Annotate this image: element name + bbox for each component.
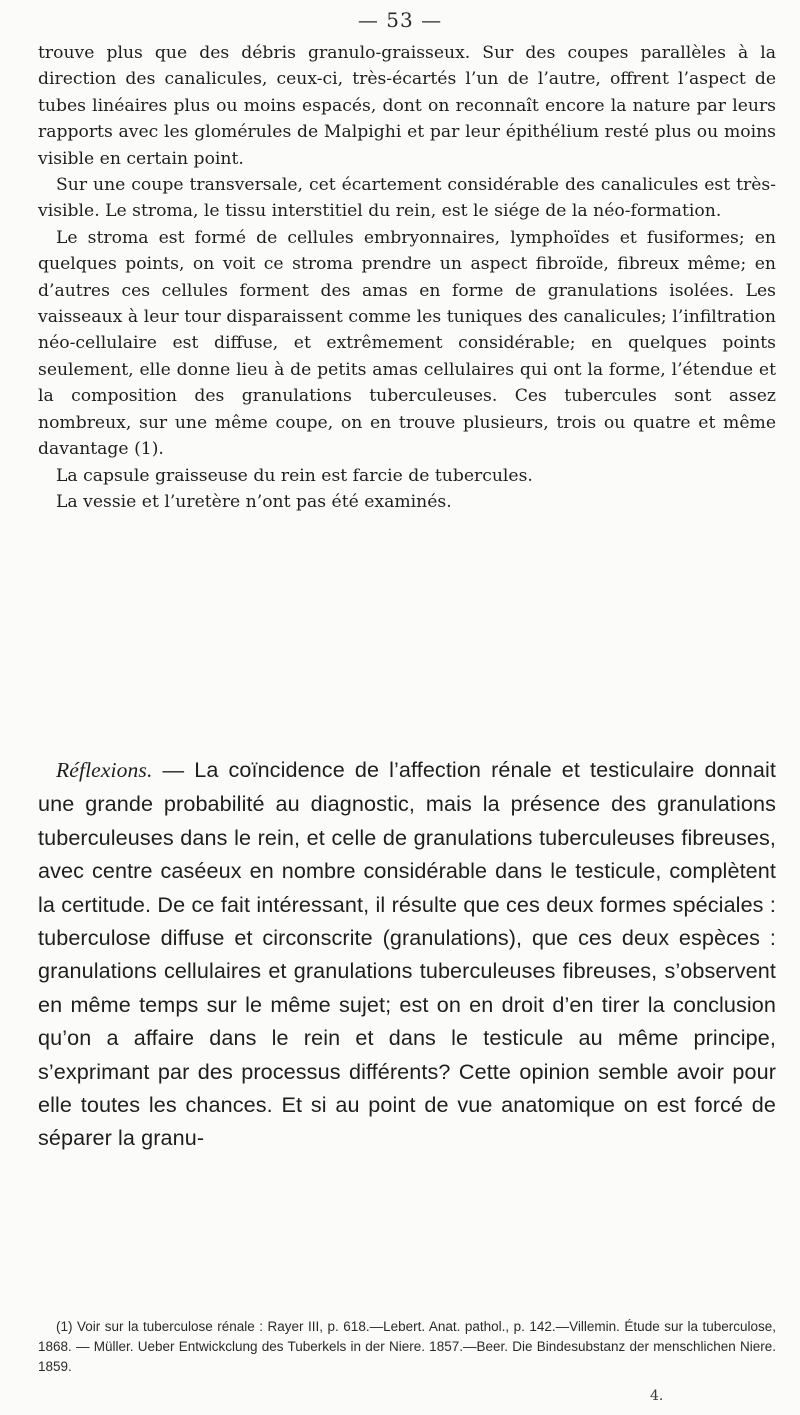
footnotes (38, 1317, 776, 1377)
footnote-1: (1) Voir sur la tuberculose rénale : Rayer III, p. 618.—Lebert. Anat. pathol., p. 142.—Villemin. Étude sur la tuberculose, 1868. — Müller. Ueber Entwickclung des Tuberkels in der Niere. 1857.—Beer. Die Bindesubstanz der menschlichen Niere. 1859. (38, 1319, 776, 1374)
paragraph-coupe-transversale: Sur une coupe transversale, cet écartement considérable des canalicules est très-visible. Le stroma, le tissu interstitiel du rein, est le siége de la néo-formation. (38, 175, 776, 222)
paragraph-coupes: trouve plus que des débris granulo-graisseux. Sur des coupes parallèles à la direction des canalicules, ceux-ci, très-écartés l’un de l’autre, offrent l’aspect de tubes linéaires plus ou moins espacés, dont on reconnaît encore la nature par leurs rapports avec les glomérules de Malpighi et par leur épithélium resté plus ou moins visible en certain point. (38, 43, 776, 169)
paragraph-capsule: La capsule graisseuse du rein est farcie de tubercules. (56, 465, 533, 486)
page-number: — 53 — (357, 8, 443, 32)
reflexions-text: — La coïncidence de l’affection rénale et testiculaire donnait une grande probabilité au diagnostic, mais la présence des granulations tuberculeuses dans le rein, et celle de granulations tuberculeuses fibreuses, avec centre caséeux en nombre considérable dans le testicule, complètent la certitude. De ce fait intéressant, il résulte que ces deux formes spéciales : tuberculose diffuse et circonscrite (granulations), que ces deux espèces : granulations cellulaires et granulations tuberculeuses fibreuses, s’observent en même temps sur le même sujet; est on en droit d’en tirer la conclusion qu’on a affaire dans le rein et dans le testicule au même principe, s’exprimant par des processus différents? Cette opinion semble avoir pour elle toutes les chances. Et si au point de vue anatomique on est forcé de séparer la granu- (38, 757, 776, 1151)
printer-signature: 4. (650, 1388, 664, 1404)
reflexions-heading: Réflexions. (56, 758, 153, 782)
observation-text (38, 40, 776, 515)
paragraph-vessie: La vessie et l’uretère n’ont pas été examinés. (56, 491, 452, 512)
paragraph-stroma: Le stroma est formé de cellules embryonnaires, lymphoïdes et fusiformes; en quelques points, on voit ce stroma prendre un aspect fibroïde, fibreux même; en d’autres ces cellules forment des amas en forme de granulations isolées. Les vaisseaux à leur tour disparaissent comme les tuniques des canalicules; l’infiltration néo-cellulaire est diffuse, et extrêmement considérable; en quelques points seulement, elle donne lieu à de petits amas cellulaires qui ont la forme, l’étendue et la composition des granulations tuberculeuses. Ces tubercules sont assez nombreux, sur une même coupe, on en trouve plusieurs, trois ou quatre et même davantage (1). (38, 227, 776, 460)
reflexions-paragraph (38, 753, 776, 1155)
reflexions-section (38, 753, 776, 1155)
